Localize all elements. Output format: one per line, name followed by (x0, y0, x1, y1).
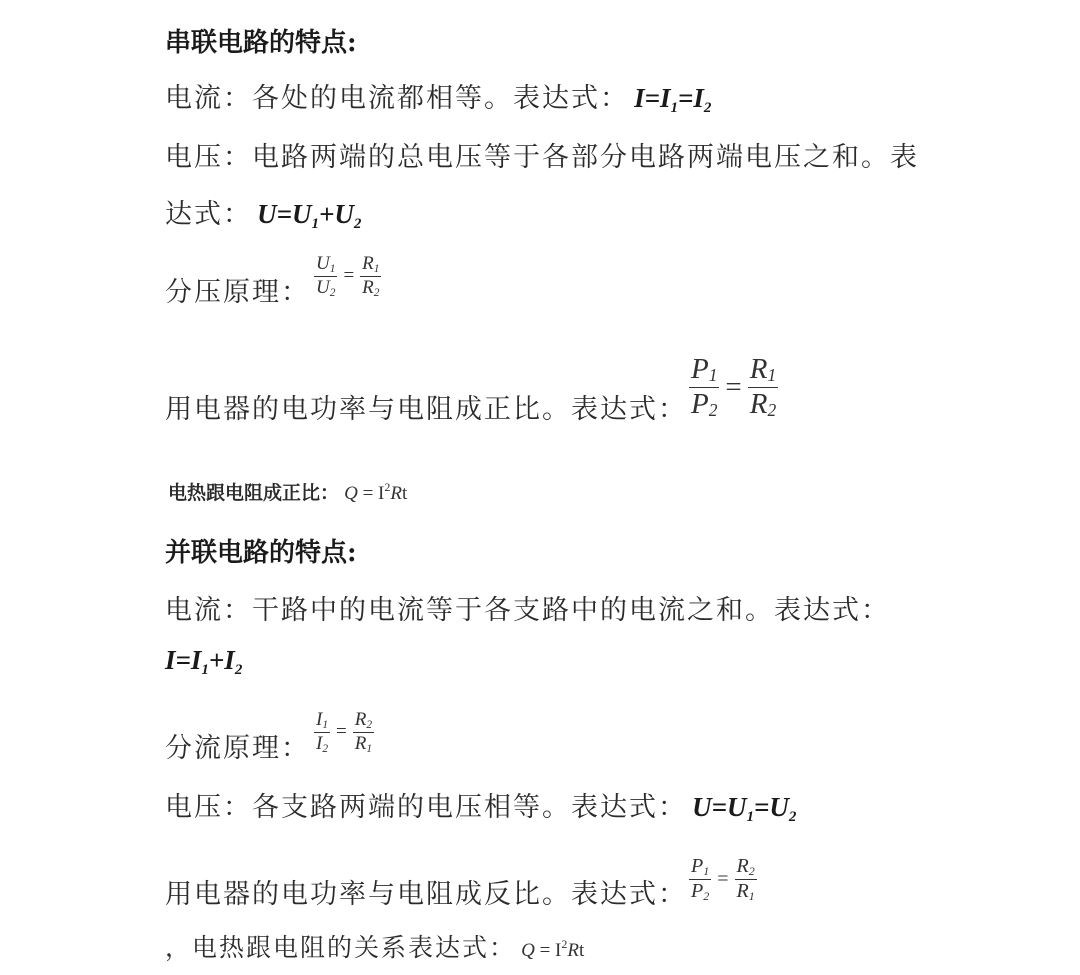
parallel-title: 并联电路的特点: (165, 538, 357, 568)
parallel-voltage-line (165, 785, 796, 826)
series-heat-formula: $Q = I^2Rt$ (344, 480, 408, 504)
parallel-current-label: 电流：干路中的电流等于各支路中的电流之和。表达式： (165, 595, 890, 626)
series-divider-line (165, 244, 381, 314)
parallel-heat-line (165, 928, 584, 964)
parallel-power-label: 用电器的电功率与电阻成反比。表达式： (165, 878, 687, 910)
series-heat-line (168, 478, 407, 505)
series-voltage-formula: $U=U_1+U_2$ (257, 199, 362, 232)
parallel-divider-formula: $\frac{I_1}{I_2}$ = $\frac{R_2}{R_1}$ (316, 708, 373, 755)
parallel-voltage-label: 电压：各支路两端的电压相等。表达式： (165, 792, 687, 823)
series-power-formula: $\frac{P_1}{P_2}$ = $\frac{R_1}{R_2}$ (691, 353, 777, 420)
series-divider-formula: $\frac{U_1}{U_2}$ = $\frac{R_1}{R_2}$ (316, 252, 380, 299)
series-voltage-line1: 电压：电路两端的总电压等于各部分电路两端电压之和。表 (165, 142, 919, 173)
parallel-voltage-formula: $U=U_1=U_2$ (692, 792, 797, 825)
series-voltage-line2 (165, 192, 361, 233)
parallel-heat-formula: $Q = I^2Rt$ (521, 937, 585, 961)
series-divider-label: 分压原理： (165, 276, 310, 308)
series-power-label: 用电器的电功率与电阻成正比。表达式： (165, 393, 687, 425)
parallel-divider-line (165, 698, 374, 770)
parallel-divider-label: 分流原理： (165, 732, 310, 764)
series-current-label: 电流：各处的电流都相等。表达式： (165, 83, 629, 114)
series-heat-label: 电热跟电阻成正比： (168, 482, 340, 504)
series-current-line (165, 76, 711, 117)
parallel-heat-label: ，电热跟电阻的关系表达式： (165, 933, 517, 962)
series-power-line (165, 336, 778, 431)
series-current-formula: $I=I_1=I_2$ (634, 83, 712, 116)
parallel-current-formula: $I=I_1+I_2$ (165, 645, 243, 678)
series-title: 串联电路的特点: (165, 28, 357, 58)
parallel-power-line (165, 838, 757, 916)
parallel-power-formula: $\frac{P_1}{P_2}$ = $\frac{R_2}{R_1}$ (691, 855, 755, 904)
series-voltage-label: 达式： (165, 199, 252, 230)
